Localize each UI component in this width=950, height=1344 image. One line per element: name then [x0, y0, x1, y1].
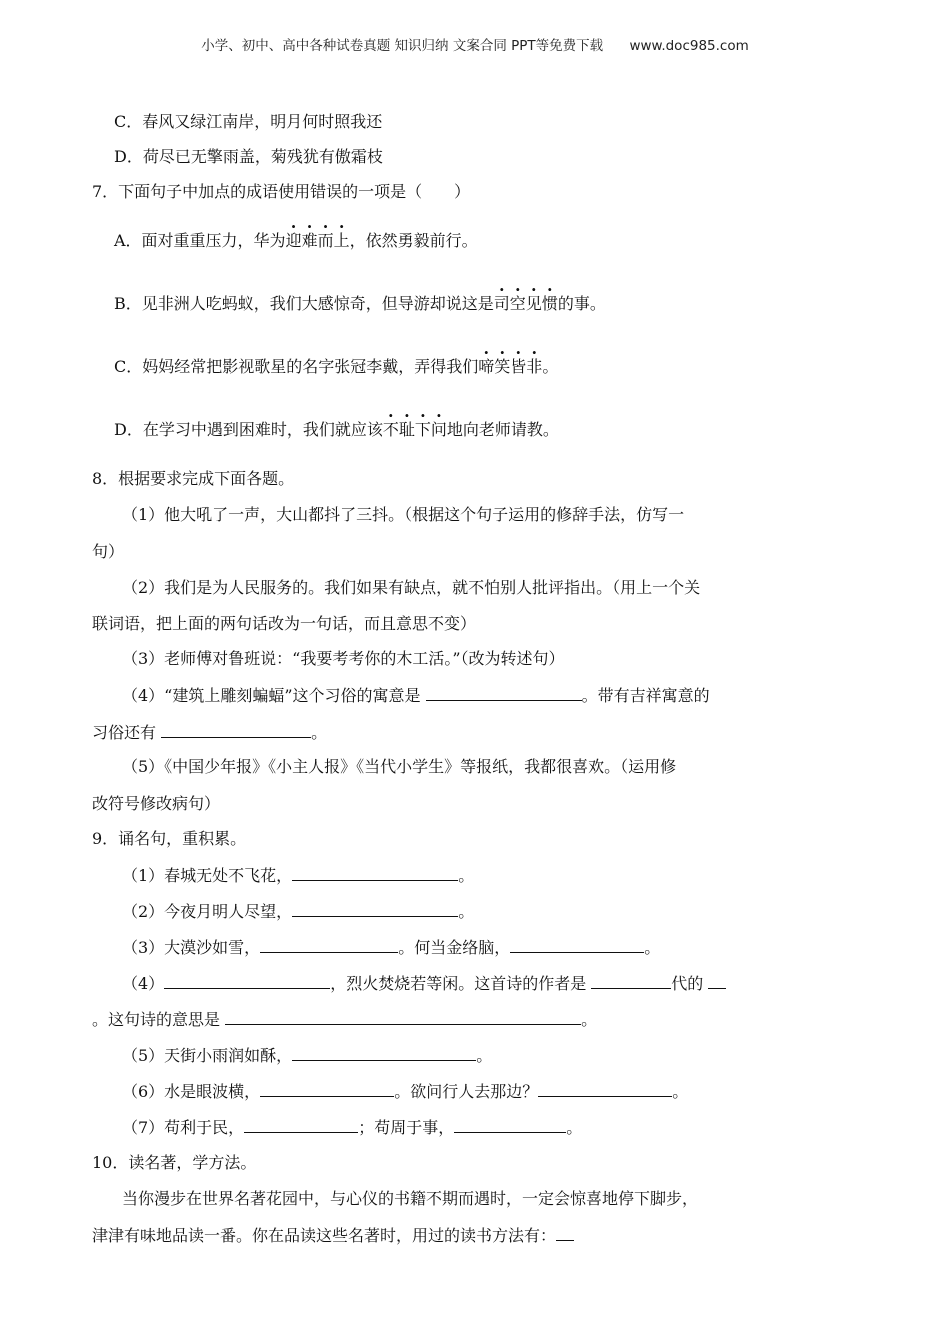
answer-blank[interactable] — [161, 721, 311, 738]
q8-part4-end2: 。 — [311, 723, 328, 742]
q8-part5-line2: 改符号修改病句） — [92, 794, 221, 813]
q7-d-idiom — [383, 420, 447, 439]
emphasized-char: 下 — [414, 420, 431, 439]
q8-stem: 8．根据要求完成下面各题。 — [92, 469, 295, 488]
q7-a-pre: A．面对重重压力，华为 — [114, 231, 286, 250]
q8-part4-text: （4）“建筑上雕刻蝙蝠”这个习俗的寓意是 — [122, 686, 426, 705]
period: 。 — [672, 1082, 689, 1101]
q7-b-pre: B．见非洲人吃蚂蚁，我们大感惊奇，但导游却说这是 — [114, 294, 494, 313]
q9-item5-text: （5）天街小雨润如酥， — [122, 1046, 293, 1065]
q9-item3-text2: 。何当金络脑， — [398, 938, 511, 957]
q9-item2 — [122, 900, 474, 923]
q7-d-pre: D．在学习中遇到困难时，我们就应该 — [114, 420, 383, 439]
emphasized-char: 而 — [317, 231, 334, 250]
q9-item4-text2: 代的 — [671, 974, 709, 993]
emphasized-char: 啼 — [478, 357, 495, 376]
answer-blank[interactable] — [556, 1224, 574, 1241]
q8-part2-line1: （2）我们是为人民服务的。我们如果有缺点，就不怕别人批评指出。（用上一个关 — [122, 578, 701, 597]
emphasized-char: 迎 — [285, 231, 302, 250]
answer-blank[interactable] — [292, 1044, 476, 1061]
emphasized-char: 皆 — [510, 357, 527, 376]
q9-item3-text: （3）大漠沙如雪， — [122, 938, 261, 957]
q9-item7 — [122, 1116, 582, 1139]
emphasized-char: 难 — [301, 231, 318, 250]
q7-c-post: 。 — [542, 357, 559, 376]
q7-d-post: 地向老师请教。 — [446, 420, 559, 439]
q9-item6-text2: 。欲问行人去那边？ — [394, 1082, 539, 1101]
answer-blank[interactable] — [454, 1116, 566, 1133]
q7-a-post: ，依然勇毅前行。 — [349, 231, 478, 250]
q10-stem: 10．读名著，学方法。 — [92, 1153, 257, 1172]
emphasized-char: 司 — [493, 294, 510, 313]
q7-stem: 7．下面句子中加点的成语使用错误的一项是（ ） — [92, 182, 471, 201]
q9-item4-line2 — [92, 1008, 597, 1031]
q9-item6-text: （6）水是眼波横， — [122, 1082, 261, 1101]
page-header — [0, 34, 950, 54]
emphasized-char: 上 — [333, 231, 350, 250]
emphasized-char: 空 — [509, 294, 526, 313]
period: 。 — [458, 902, 475, 921]
period: 。 — [581, 1010, 598, 1029]
emphasized-char: 问 — [430, 420, 447, 439]
q10-para-line1: 当你漫步在世界名著花园中，与心仪的书籍不期而遇时，一定会惊喜地停下脚步， — [122, 1189, 699, 1208]
answer-blank[interactable] — [164, 972, 330, 989]
q9-item2-text: （2）今夜月明人尽望， — [122, 902, 293, 921]
emphasized-char: 笑 — [494, 357, 511, 376]
q9-item3 — [122, 936, 660, 959]
answer-blank[interactable] — [260, 936, 398, 953]
period: 。 — [644, 938, 661, 957]
q7-c-pre: C．妈妈经常把影视歌星的名字张冠李戴，弄得我们 — [114, 357, 479, 376]
answer-blank[interactable] — [225, 1008, 581, 1025]
q8-part4-line2 — [92, 721, 327, 744]
emphasized-char: 见 — [525, 294, 542, 313]
q7-option-a — [114, 230, 478, 252]
q9-item7-text: （7）苟利于民， — [122, 1118, 245, 1137]
header-site: www.doc985.com — [629, 38, 749, 54]
q8-part2-line2: 联词语，把上面的两句话改为一句话，而且意思不变） — [92, 614, 477, 633]
q7-b-post: 的事。 — [557, 294, 606, 313]
q9-item1-text: （1）春城无处不飞花， — [122, 866, 293, 885]
q6-option-c: C．春风又绿江南岸，明月何时照我还 — [114, 112, 383, 131]
q9-item4-label: （4） — [122, 974, 165, 993]
q10-para-line2 — [92, 1224, 574, 1247]
q9-item1 — [122, 864, 474, 887]
q8-part1-line1: （1）他大吼了一声，大山都抖了三抖。（根据这个句子运用的修辞手法，仿写一 — [122, 505, 685, 524]
q7-c-idiom — [478, 357, 542, 376]
answer-blank[interactable] — [538, 1080, 672, 1097]
q8-part4-end: 。带有吉祥寓意的 — [581, 686, 710, 705]
q8-part3: （3）老师傅对鲁班说：“我要考考你的木工活。”（改为转述句） — [122, 649, 565, 668]
q9-item4-line1 — [122, 972, 726, 995]
q9-stem: 9．诵名句，重积累。 — [92, 829, 247, 848]
q8-part4-text2: 习俗还有 — [92, 723, 162, 742]
q9-item4-text: ，烈火焚烧若等闲。这首诗的作者是 — [330, 974, 592, 993]
period: 。 — [476, 1046, 493, 1065]
answer-blank[interactable] — [260, 1080, 394, 1097]
q7-option-d — [114, 419, 559, 441]
q9-item5 — [122, 1044, 492, 1067]
answer-blank[interactable] — [708, 972, 726, 989]
answer-blank[interactable] — [426, 684, 582, 701]
q9-item4-text3: 。这句诗的意思是 — [92, 1010, 226, 1029]
q10-para-text: 津津有味地品读一番。你在品读这些名著时，用过的读书方法有： — [92, 1226, 557, 1245]
q8-part5-line1: （5）《中国少年报》《小主人报》《当代小学生》等报纸，我都很喜欢。（运用修 — [122, 757, 677, 776]
emphasized-char: 惯 — [541, 294, 558, 313]
q6-option-d: D．荷尽已无擎雨盖，菊残犹有傲霜枝 — [114, 147, 383, 166]
period: 。 — [458, 866, 475, 885]
q8-part4-line1 — [122, 684, 710, 707]
header-text: 小学、初中、高中各种试卷真题 知识归纳 文案合同 PPT等免费下载 — [201, 38, 604, 54]
answer-blank[interactable] — [591, 972, 671, 989]
q9-item6 — [122, 1080, 688, 1103]
q7-option-c — [114, 356, 558, 378]
period: 。 — [566, 1118, 583, 1137]
emphasized-char: 非 — [526, 357, 543, 376]
answer-blank[interactable] — [244, 1116, 358, 1133]
emphasized-char: 不 — [382, 420, 399, 439]
q7-a-idiom — [286, 231, 350, 250]
q9-item7-text2: ；苟周于事， — [358, 1118, 455, 1137]
q7-b-idiom — [494, 294, 558, 313]
q8-part1-line2: 句） — [92, 542, 125, 561]
answer-blank[interactable] — [292, 900, 458, 917]
q7-option-b — [114, 293, 606, 315]
answer-blank[interactable] — [292, 864, 458, 881]
emphasized-char: 耻 — [398, 420, 415, 439]
answer-blank[interactable] — [510, 936, 644, 953]
